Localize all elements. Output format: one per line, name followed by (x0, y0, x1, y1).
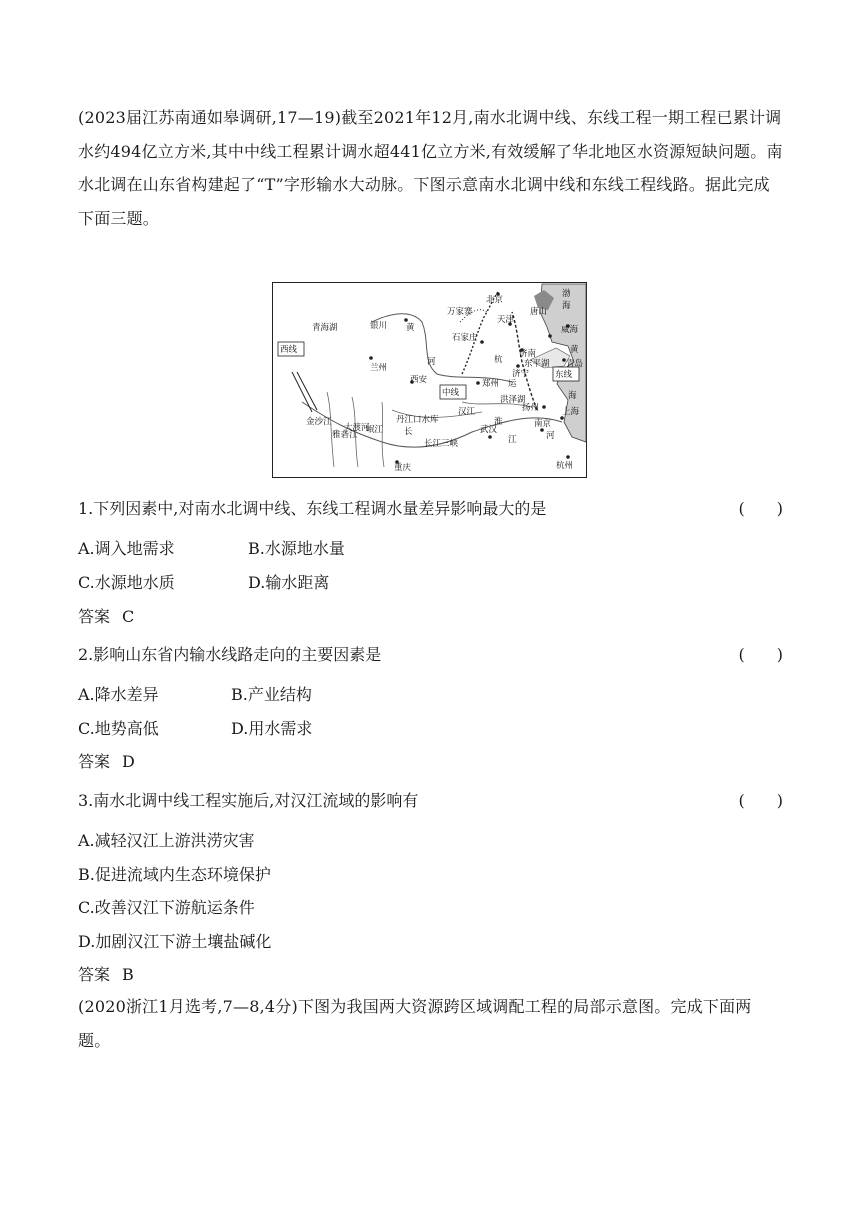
answer-line (78, 962, 134, 985)
map-label-shanghai: 上海 (562, 407, 580, 417)
option-b: B.促进流域内生态环境保护 (78, 865, 271, 884)
option-d: D.加剧汉江下游土壤盐碱化 (78, 932, 272, 951)
map-label-danjiangkou: 丹江口水库 (396, 415, 439, 425)
map-label-wuhan: 武汉 (480, 425, 498, 435)
map-label-chang: 长 (404, 427, 413, 437)
answer-value: B (122, 965, 134, 984)
map-label-he: 河 (427, 357, 436, 367)
map-label-hongzehu: 洪泽湖 (500, 395, 526, 405)
map-label-min: 岷江 (366, 425, 384, 435)
answer-blank: ( ) (738, 499, 783, 518)
map-label-jining: 济宁 (512, 369, 530, 379)
answer-blank: ( ) (738, 645, 783, 664)
south-north-water-diversion-map (272, 282, 587, 478)
map-label-han: 汉江 (458, 407, 476, 417)
map-label-changjiangsanxia: 长江三峡 (424, 439, 459, 449)
map-label-zhongxian: 中线 (442, 388, 460, 398)
answer-line (78, 604, 134, 627)
option-d: D.用水需求 (231, 719, 313, 738)
map-label-tianjin: 天津 (497, 315, 515, 325)
map-label-hai1: 海 (562, 301, 571, 311)
map-label-dadu: 大渡河 (344, 423, 370, 433)
answer-label: 答案 (78, 965, 111, 984)
answer-value: D (122, 752, 135, 771)
map-label-huang2: 黄 (570, 345, 579, 355)
map-label-huai: 淮 (494, 417, 503, 427)
answer-label: 答案 (78, 752, 111, 771)
map-label-chongqing: 重庆 (394, 463, 412, 473)
map-label-qinghaihu: 青海湖 (312, 323, 338, 333)
map-label-jiang: 江 (508, 435, 517, 445)
question-stem: 1.下列因素中,对南水北调中线、东线工程调水量差异影响最大的是 (78, 499, 547, 518)
map-label-xian: 西安 (410, 375, 428, 385)
option-d: D.输水距离 (248, 573, 330, 592)
answer-blank: ( ) (738, 791, 783, 810)
map-label-nanjing: 南京 (534, 419, 552, 429)
map-label-tangshan: 唐山 (530, 307, 548, 317)
map-label-beijing: 北京 (486, 295, 504, 305)
map-label-jinsha: 金沙江 (306, 417, 332, 427)
question-stem: 2.影响山东省内输水线路走向的主要因素是 (78, 645, 382, 664)
question-stem: 3.南水北调中线工程实施后,对汉江流域的影响有 (78, 791, 419, 810)
map-label-dongpinghu: 东平湖 (524, 359, 550, 369)
option-a: A.调入地需求 (78, 539, 175, 558)
option-b: B.产业结构 (231, 685, 312, 704)
answer-value: C (122, 607, 135, 626)
map-label-dongxian: 东线 (555, 370, 573, 380)
option-c: C.水源地水质 (78, 573, 175, 592)
answer-line (78, 749, 135, 772)
map-label-bo: 渤 (562, 289, 571, 299)
map-label-yun: 运 (508, 379, 517, 389)
map-label-shijiazhuang: 石家庄 (452, 333, 478, 343)
map-label-hang: 杭 (494, 355, 503, 365)
option-c: C.改善汉江下游航运条件 (78, 898, 255, 917)
map-label-zhengzhou: 郑州 (482, 379, 500, 389)
option-c: C.地势高低 (78, 719, 159, 738)
map-label-yalong: 雅砻江 (332, 430, 358, 440)
map-label-lanzhou: 兰州 (370, 363, 388, 373)
intro-paragraph: (2023届江苏南通如皋调研,17—19)截至2021年12月,南水北调中线、东线工程一期工程已累计调水约494亿立方米,其中中线工程累计调水超441亿立方米,有效缓解了华北地区水资源短缺问题。南水北调在山东省构建起了“T”字形输水大动脉。下图示意南水北调中线和东线工程线路。据此完成下面三题。 (78, 108, 783, 228)
map-label-yinchuan: 银川 (370, 321, 388, 331)
map-label-xixian: 西线 (280, 345, 298, 355)
option-a: A.减轻汉江上游洪涝灾害 (78, 831, 255, 850)
map-label-hai2: 海 (568, 391, 577, 401)
map-label-jinan: 济南 (519, 349, 537, 359)
map-label-he2: 河 (546, 431, 555, 441)
map-label-weihai: 威海 (561, 325, 579, 335)
answer-label: 答案 (78, 607, 111, 626)
option-a: A.降水差异 (78, 685, 159, 704)
option-b: B.水源地水量 (248, 539, 345, 558)
map-label-huang: 黄 (406, 323, 415, 333)
map-label-wanjiazhai: 万家寨 (447, 307, 473, 317)
map-label-qingdao: 青岛 (566, 359, 584, 369)
map-label-yangzhou: 扬州 (522, 403, 540, 413)
intro-paragraph-2: (2020浙江1月选考,7—8,4分)下图为我国两大资源跨区域调配工程的局部示意图。完成下面两题。 (78, 997, 752, 1050)
map-label-hangzhou: 杭州 (556, 461, 574, 471)
